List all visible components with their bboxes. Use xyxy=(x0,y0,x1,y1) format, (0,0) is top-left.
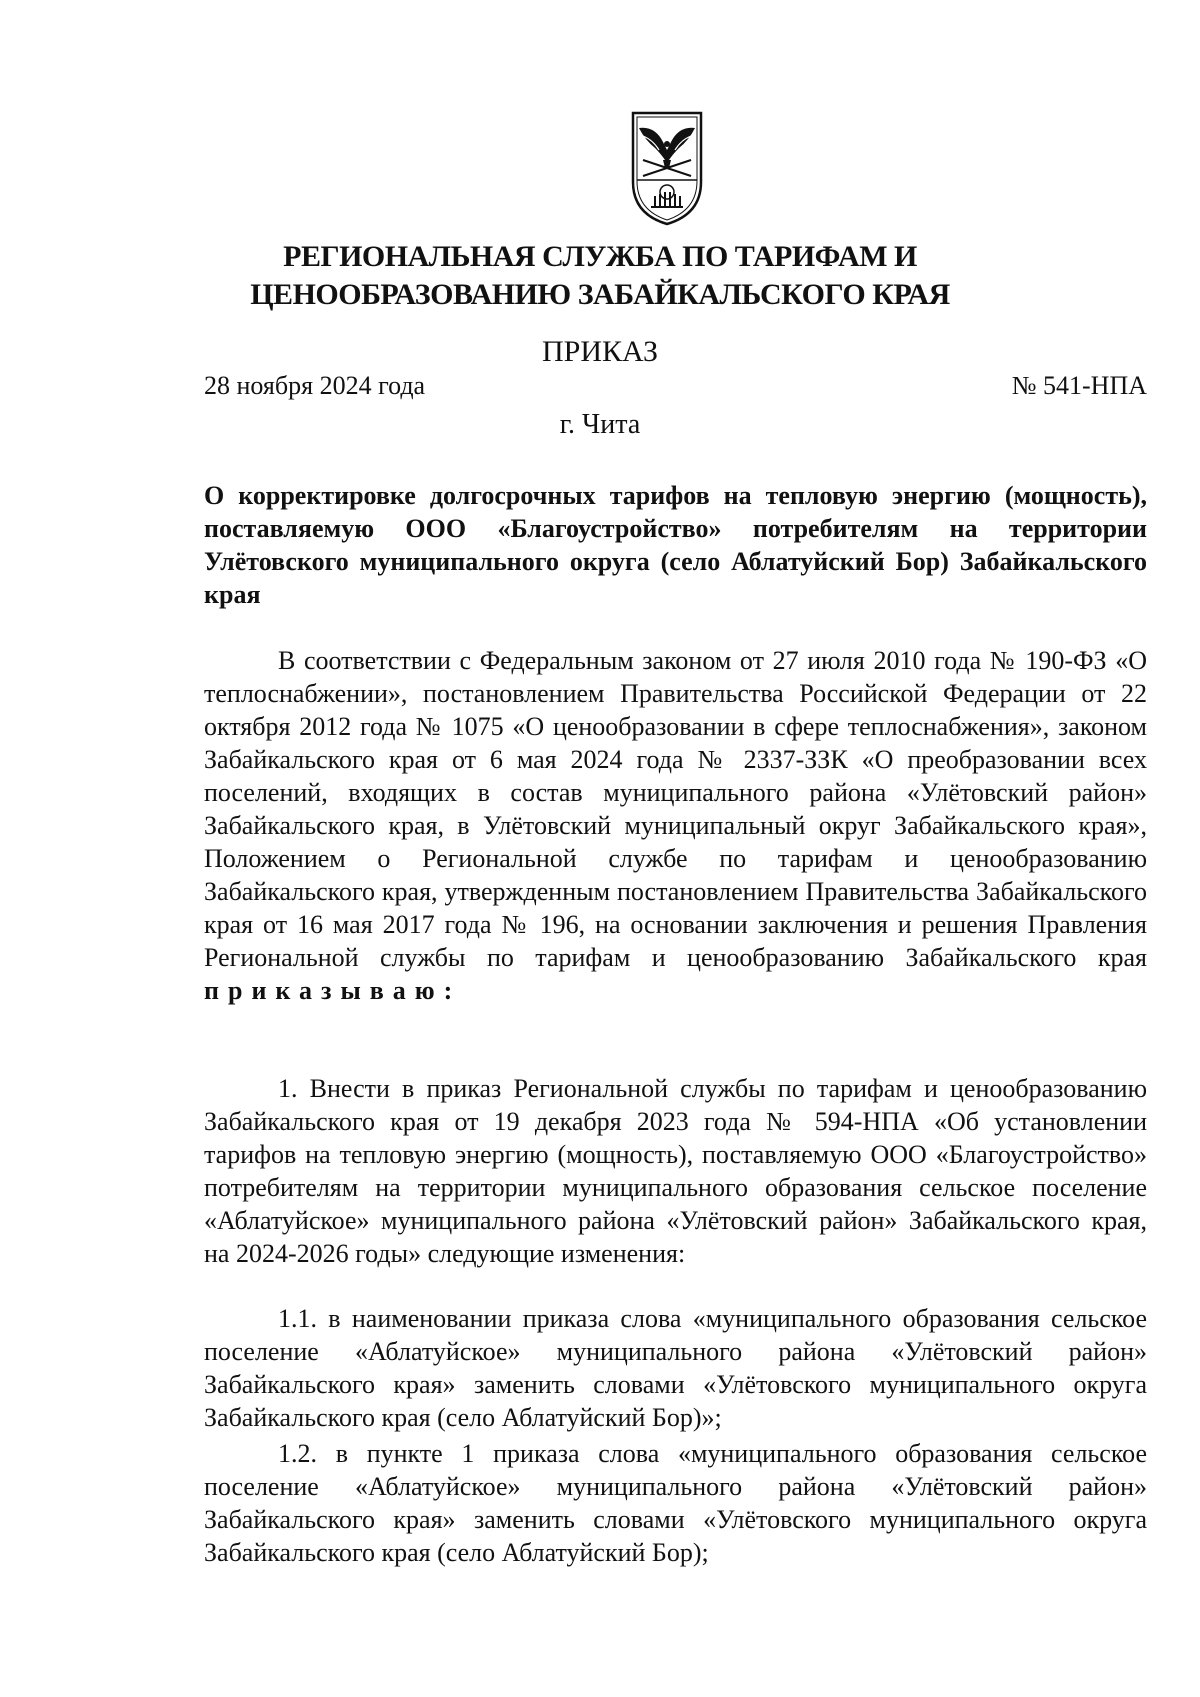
order-item-1 xyxy=(204,1072,1147,1270)
organization-name xyxy=(150,238,1050,314)
order-item-1-2-text: 1.2. в пункте 1 приказа слова «муниципального образования сельское поселение «Аблатуйское» муниципального района «Улётовский район» Забайкальского края» заменить словами «Улётовского муниципального округа Забайкальского края (село Аблатуйский Бор); xyxy=(204,1439,1147,1567)
order-item-1-2 xyxy=(204,1437,1147,1569)
organization-name-line-2: ЦЕНООБРАЗОВАНИЮ ЗАБАЙКАЛЬСКОГО КРАЯ xyxy=(250,278,950,311)
order-word: приказываю: xyxy=(204,976,462,1005)
document-date: 28 ноября 2024 года xyxy=(204,371,426,400)
document-city: г. Чита xyxy=(559,409,641,440)
document-type: ПРИКАЗ xyxy=(542,335,658,368)
preamble xyxy=(204,644,1147,1007)
coat-of-arms-icon xyxy=(629,110,705,226)
preamble-text: В соответствии с Федеральным законом от 27 июля 2010 года № 190-ФЗ «О теплоснабжении», постановлением Правительства Российской Федерации от 22 октября 2012 года № 1075 «О ценообразовании в сфере теплоснабжения», законом Забайкальского края от 6 мая 2024 года № 2337-ЗЗК «О преобразовании всех поселений, входящих в состав муниципального района «Улётовский район» Забайкальского края, в Улётовский муниципальный округ Забайкальского края», Положением о Региональной службе по тарифам и ценообразованию Забайкальского края, утвержденным постановлением Правительства Забайкальского края от 16 мая 2017 года № 196, на основании заключения и решения Правления Региональной службы по тарифам и ценообразованию Забайкальского края xyxy=(204,646,1147,972)
document-number: № 541-НПА xyxy=(1011,371,1147,400)
document-subject: О корректировке долгосрочных тарифов на тепловую энергию (мощность), поставляемую ООО «Благоустройство» потребителям на территории Улётовского муниципального округа (село Аблатуйский Бор) Забайкальского края xyxy=(204,481,1147,609)
order-item-1-1-text: 1.1. в наименовании приказа слова «муниципального образования сельское поселение «Аблатуйское» муниципального района «Улётовский район» Забайкальского края» заменить словами «Улётовского муниципального округа Забайкальского края (село Аблатуйский Бор)»; xyxy=(204,1304,1147,1432)
organization-name-line-1: РЕГИОНАЛЬНАЯ СЛУЖБА ПО ТАРИФАМ И xyxy=(283,240,917,273)
order-item-1-text: 1. Внести в приказ Региональной службы по тарифам и ценообразованию Забайкальского края от 19 декабря 2023 года № 594-НПА «Об установлении тарифов на тепловую энергию (мощность), поставляемую ООО «Благоустройство» потребителям на территории муниципального образования сельское поселение «Аблатуйское» муниципального района «Улётовский район» Забайкальского края, на 2024-2026 годы» следующие изменения: xyxy=(204,1074,1147,1268)
order-item-1-1 xyxy=(204,1302,1147,1434)
